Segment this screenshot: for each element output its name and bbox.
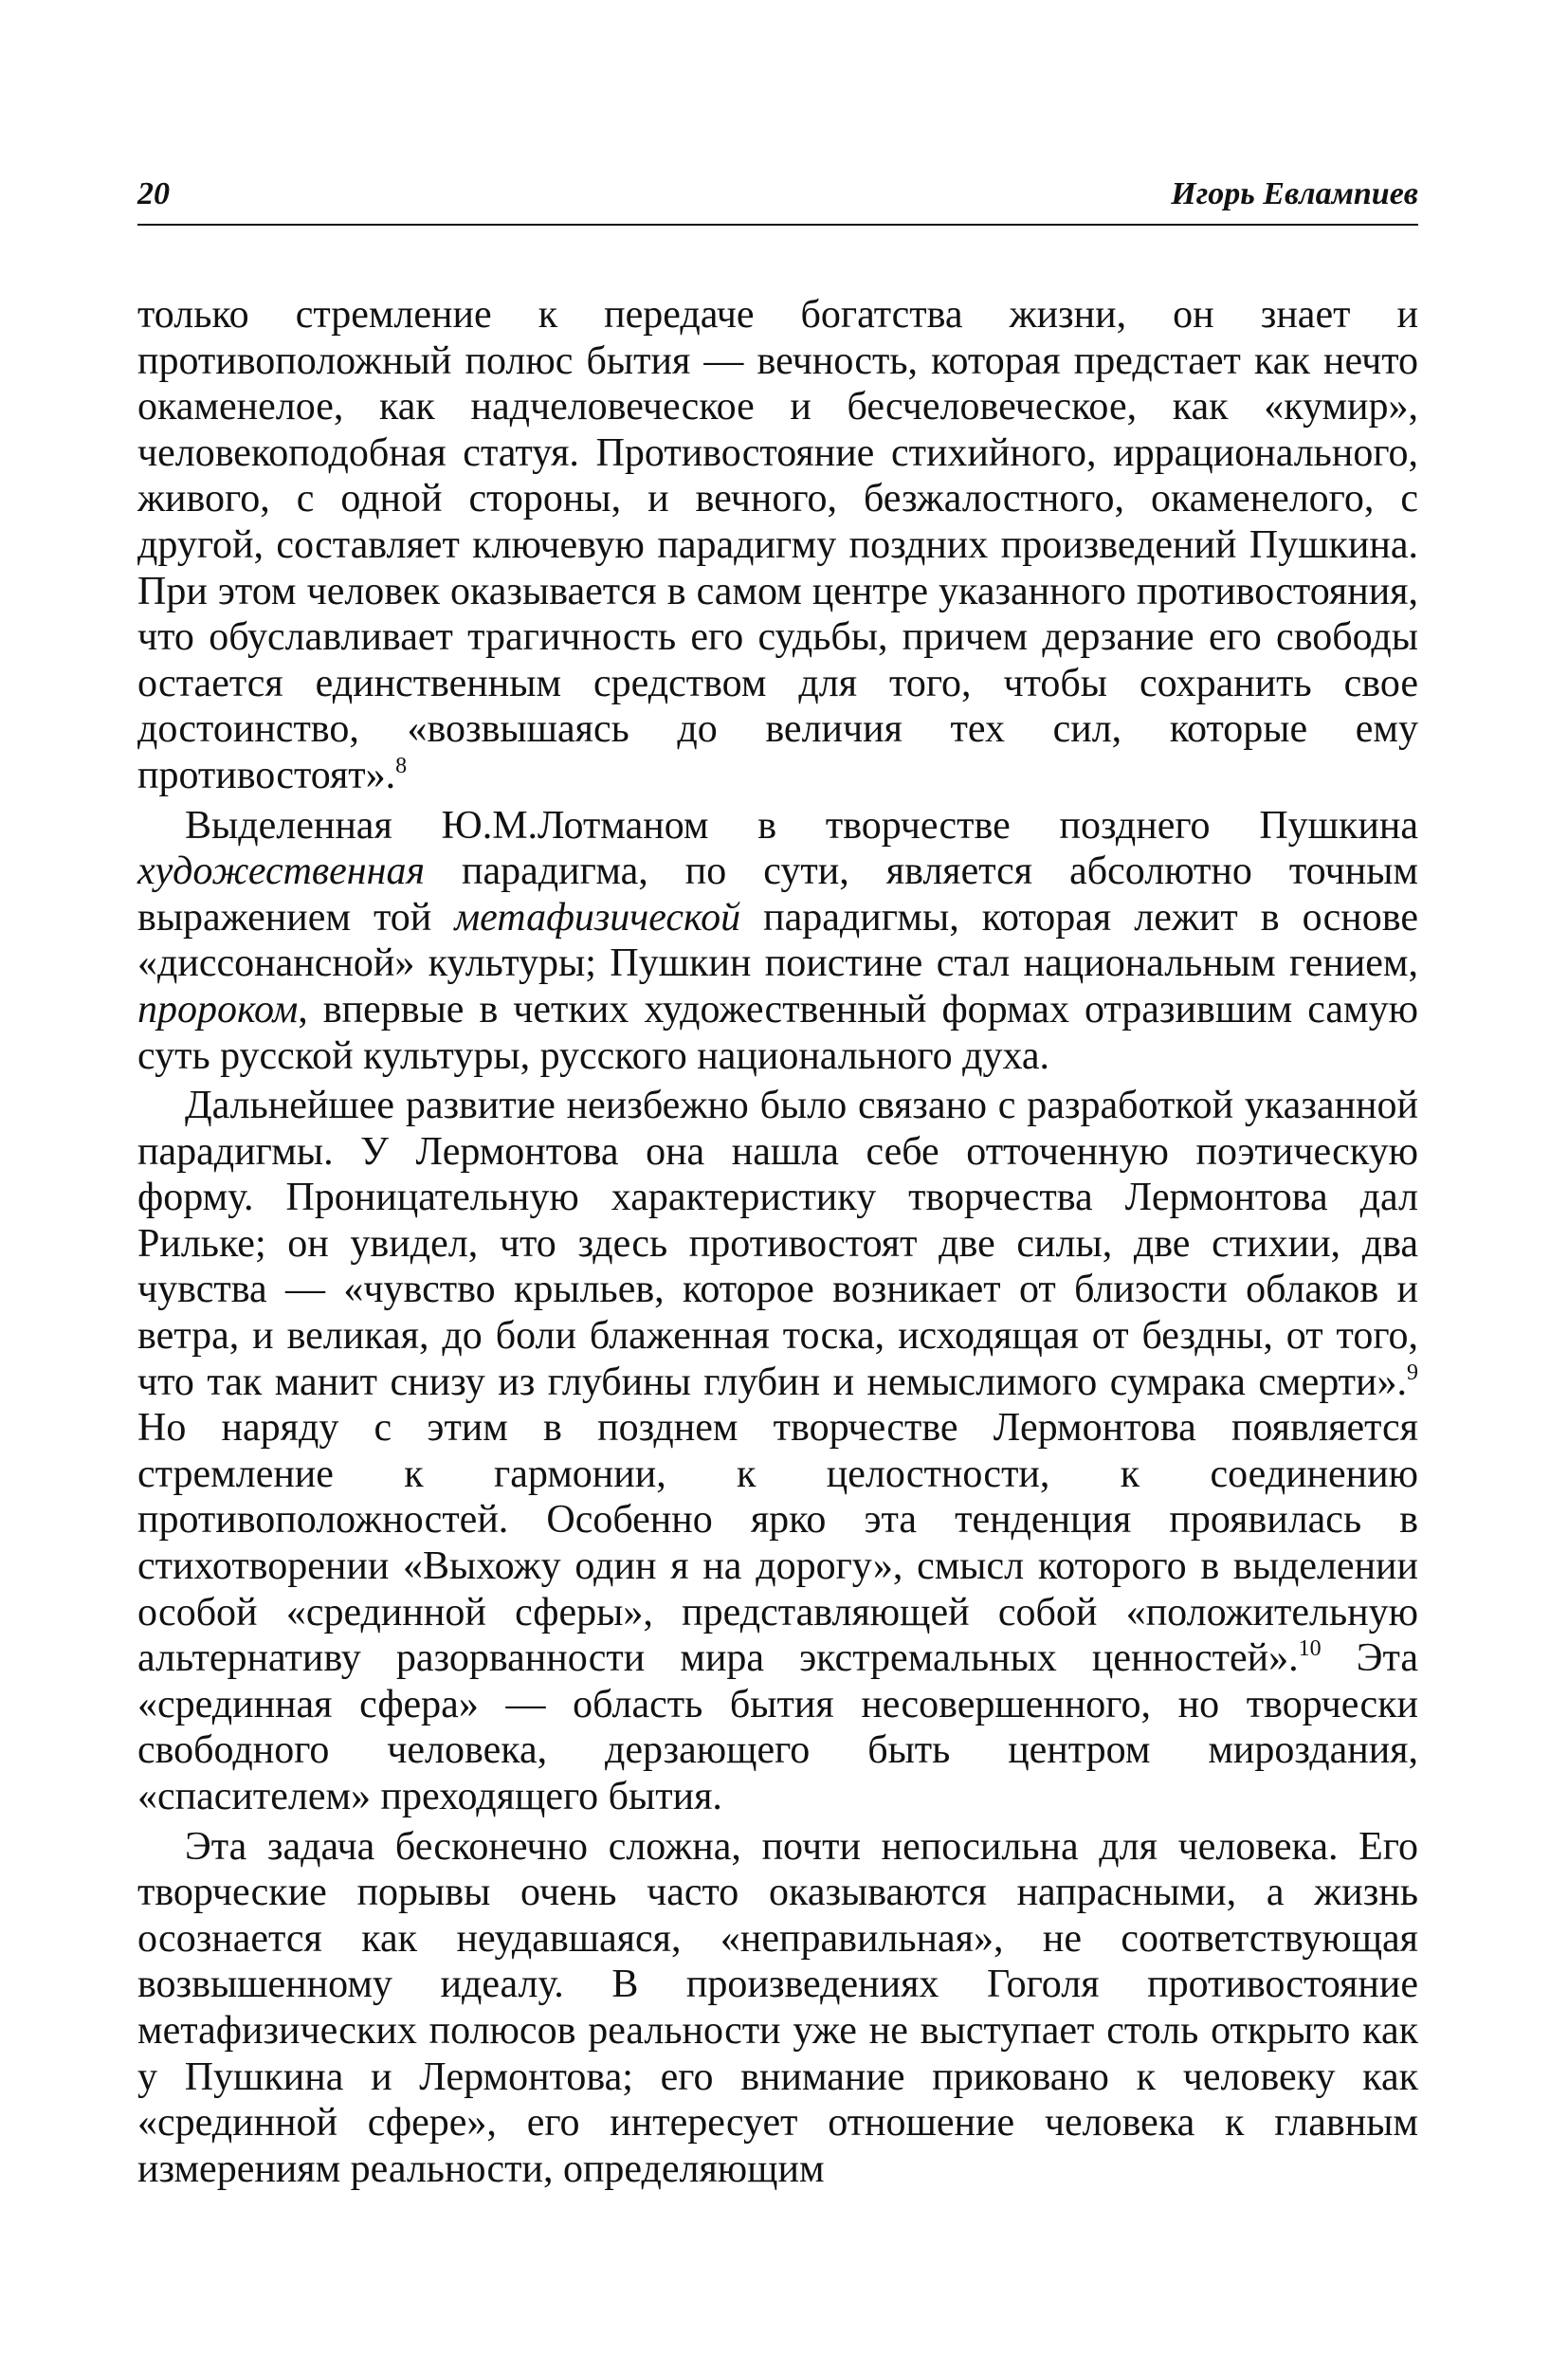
footnote-ref-9: 9 [1407, 1360, 1418, 1385]
paragraph-3-text-2: Но наряду с этим в позднем творчестве Лермонтова появляется стремление к гармонии, к целостности, к соединению противоположностей. Особенно ярко эта тенденция проявилась в стихотворении «Выхожу один я на дорогу», смысл которого в выделении особой «срединной сферы», представляющей собой «положительную альтернативу разорванности мира экстремальных ценностей». [137, 1406, 1418, 1681]
page-number: 20 [137, 176, 170, 211]
emphasis-metaphysical: метафизической [454, 895, 741, 940]
paragraph-2-text-2: парадигма, по сути, является абсолютно точным выражением той [137, 849, 1418, 940]
paragraph-3-text-1: Дальнейшее развитие неизбежно было связано с разработкой указанной парадигмы. У Лермонтова она нашла себе отточенную поэтическую форму. Проницательную характеристику творчества Лермонтова дал Рильке; он увидел, что здесь противостоят две силы, две стихии, два чувства — «чувство крыльев, которое возникает от близости облаков и ветра, и великая, до боли блаженная тоска, исходящая от бездны, от того, что так манит снизу из глубины глубин и немыслимого сумрака смерти». [137, 1084, 1418, 1404]
running-title: Игорь Евлампиев [1171, 176, 1418, 211]
paragraph-1 [137, 292, 1418, 799]
emphasis-artistic: художественная [137, 849, 426, 894]
paragraph-2-text-1: Выделенная Ю.М.Лотманом в творчестве позднего Пушкина [185, 803, 1418, 848]
paragraph-3-text-3: Эта «срединная сфера» — область бытия несовершенного, но творчески свободного человека, дерзающего быть центром мироздания, «спасителем» преходящего бытия. [137, 1636, 1418, 1818]
footnote-ref-8: 8 [395, 753, 408, 778]
paragraph-2 [137, 803, 1418, 1080]
paragraph-4-text: Эта задача бесконечно сложна, почти непосильна для человека. Его творческие порывы очень часто оказываются напрасными, а жизнь осознается как неудавшаяся, «неправильная», не соответствующая возвышенному идеалу. В произведениях Гоголя противостояние метафизических полюсов реальности уже не выступает столь открыто как у Пушкина и Лермонтова; его внимание приковано к человеку как «срединной сфере», его интересует отношение человека к главным измерениям реальности, определяющим [137, 1824, 1418, 2191]
paragraph-4 [137, 1824, 1418, 2193]
body-text [137, 292, 1418, 2192]
paragraph-2-text-4: , впервые в четких художественный формах отразившим самую суть русской культуры, русского национального духа. [137, 987, 1418, 1078]
paragraph-2-text-3: парадигмы, которая лежит в основе «диссонансной» культуры; Пушкин поистине стал национальным гением, [137, 895, 1418, 986]
paragraph-1-text: только стремление к передаче богатства жизни, он знает и противоположный полюс бытия — вечность, которая предстает как нечто окаменелое, как надчеловеческое и бесчеловеческое, как «кумир», человекоподобная статуя. Противостояние стихийного, иррационального, живого, с одной стороны, и вечного, безжалостного, окаменелого, с другой, составляет ключевую парадигму поздних произведений Пушкина. При этом человек оказывается в самом центре указанного противостояния, что обуславливает трагичность его судьбы, причем дерзание его свободы остается единственным средством для того, чтобы сохранить свое достоинство, «возвышаясь до величия тех сил, которые ему противостоят». [137, 293, 1418, 797]
paragraph-3 [137, 1083, 1418, 1820]
footnote-ref-10: 10 [1298, 1636, 1322, 1662]
running-head [137, 176, 1418, 226]
emphasis-prophet: пророком [137, 987, 299, 1032]
